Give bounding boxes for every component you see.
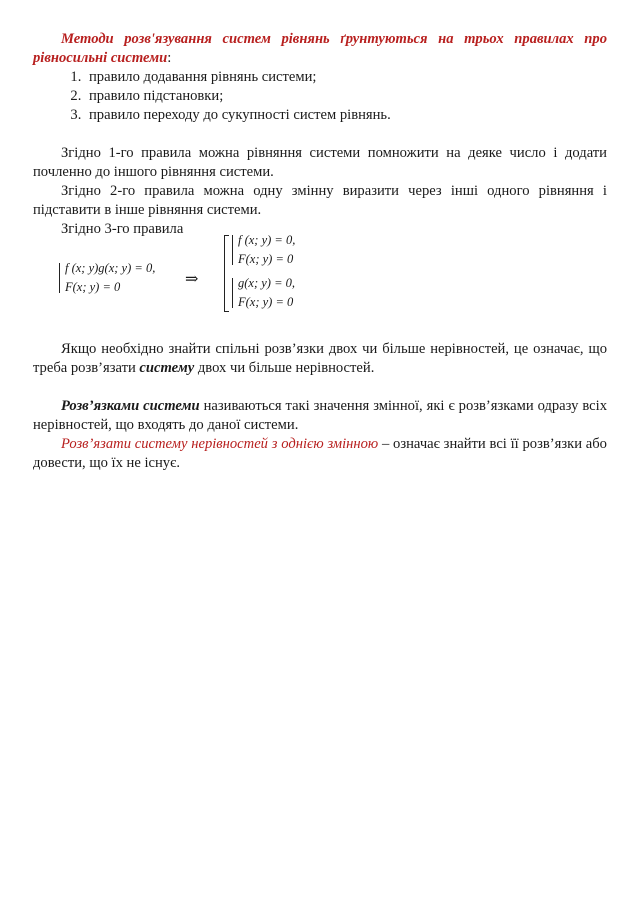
right-system-1 — [232, 231, 295, 269]
term-solutions: Розв’язками системи — [61, 398, 200, 414]
rule3-intro: Згідно 3-го правила — [61, 221, 184, 237]
left-equation-2: F(x; y) = 0 — [65, 280, 121, 294]
right-system-2 — [232, 274, 295, 312]
term-solve-system: Розв’язати систему нерівностей з однією змінною — [61, 436, 379, 452]
term-system: систему — [139, 360, 195, 376]
p3-text-after: – означає знайти всі її розв’язки або довести, що їх не існує. — [33, 436, 607, 471]
rules-list-item: 1. правило додавання рівнянь системи; — [85, 68, 607, 87]
inequalities-paragraph-2 — [33, 397, 607, 435]
right-collection — [224, 231, 295, 312]
rules-list — [33, 68, 607, 125]
left-brace — [59, 263, 60, 293]
right-sys2-eq1: g(x; y) = 0, — [238, 276, 296, 290]
collection-bracket — [224, 235, 225, 311]
rules-list-item: 3. правило переходу до сукупності систем рівнянь. — [85, 106, 607, 125]
rule3-formula — [33, 233, 607, 321]
p2-text-after: називаються такі значення змінної, які є розв’язками одразу всіх нерівностей, що входять до даної системи. — [33, 398, 608, 433]
implies-arrow: ⇒ — [185, 271, 199, 288]
intro-heading — [33, 30, 607, 68]
inequalities-paragraph-1 — [33, 340, 607, 378]
rule1-paragraph: Згідно 1-го правила можна рівняння системи помножити на деяке число і додати почленно до іншого рівняння системи. — [33, 145, 607, 180]
right-brace-1 — [232, 235, 233, 265]
intro-heading-text: Методи розв'язування систем рівнянь ґрунтуються на трьох правилах про рівносильні системи — [33, 31, 607, 66]
right-sys1-eq1: f (x; y) = 0, — [238, 233, 296, 247]
left-system — [59, 259, 155, 297]
rules-list-item: 2. правило підстановки; — [85, 87, 607, 106]
intro-heading-colon: : — [167, 50, 172, 66]
right-sys2-eq2: F(x; y) = 0 — [238, 295, 294, 309]
rule2-paragraph: Згідно 2-го правила можна одну змінну виразити через інші одного рівняння і підставити в інше рівняння системи. — [33, 183, 607, 218]
p1-text-after: двох чи більше нерівностей. — [194, 360, 375, 376]
right-sys1-eq2: F(x; y) = 0 — [238, 252, 294, 266]
p1-text-before: Якщо необхідно знайти спільні розв’язки двох чи більше нерівностей, це означає, що треба розв’язати — [33, 341, 607, 376]
left-equation-1: f (x; y)g(x; y) = 0, — [65, 261, 156, 275]
inequalities-paragraph-3 — [33, 435, 607, 473]
right-brace-2 — [232, 278, 233, 308]
document-page — [33, 30, 607, 473]
